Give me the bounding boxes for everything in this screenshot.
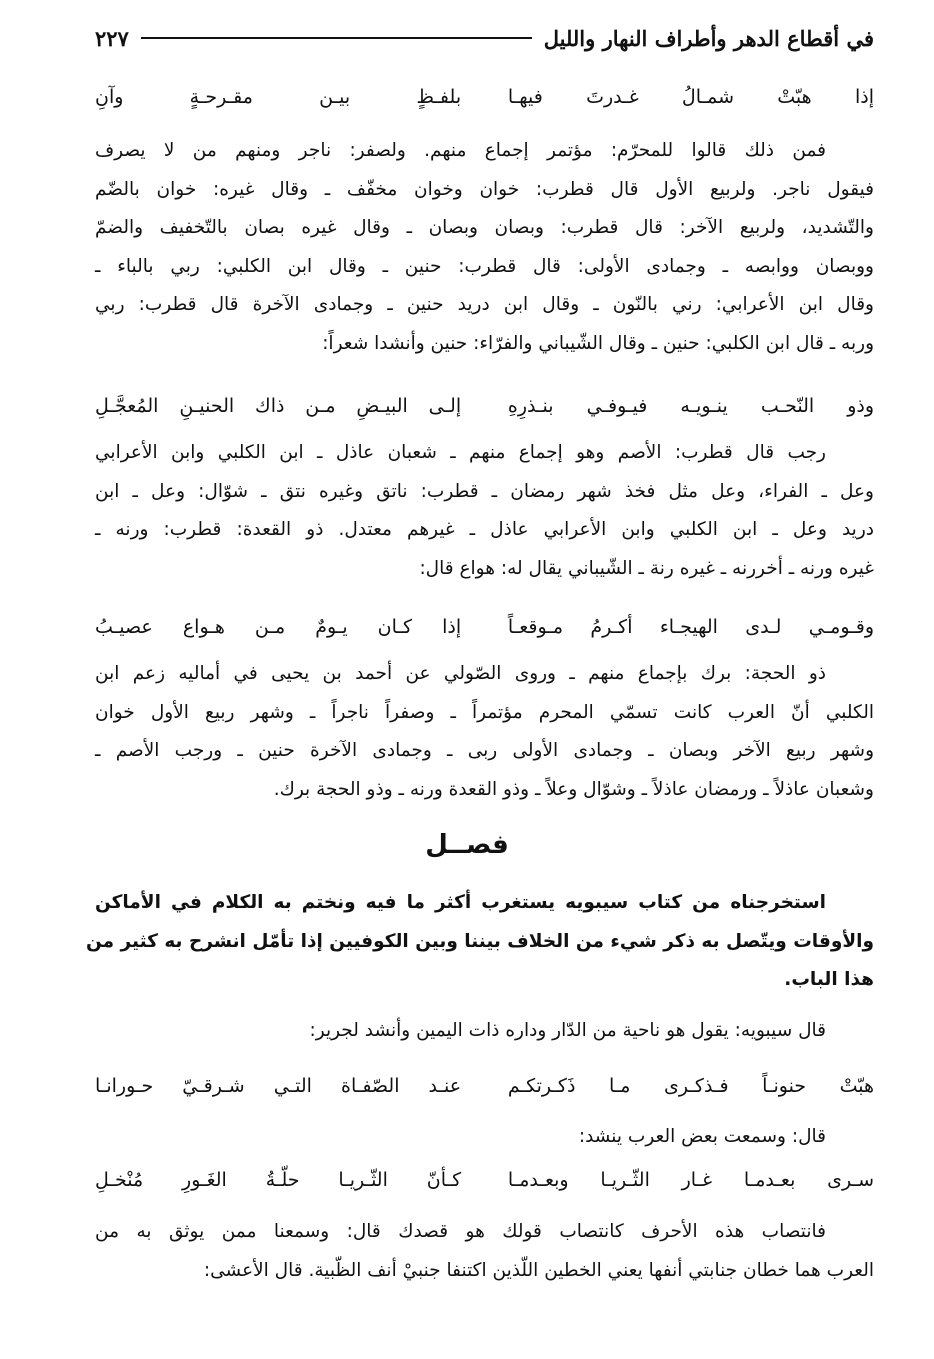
text-line: الكلبي أنّ العرب كانت تسمّي المحرم مؤتمراً ـ وصفراً ناجراً ـ وشهر ربيع الأول خوان — [95, 701, 874, 723]
paragraph-4 — [85, 884, 874, 1000]
text-line: وشعبان عاذلاً ـ ورمضان عاذلاً ـ وشوّال وعلاً ـ وذو القعدة ورنه ـ وذو الحجة برك. — [273, 778, 874, 800]
paragraph-7 — [95, 1213, 874, 1290]
verse-1-second-hemistich: بلفـظٍ بيـن مقـرحـةٍ وآنِ — [95, 86, 462, 108]
text-line: قال سيبويه: يقول هو ناحية من الدّار وداره ذات اليمين وأنشد لجرير: — [309, 1020, 826, 1041]
verse-4-first-hemistich: هبّتْ حنونـاً فـذكـرى مـا ذَكـرتكـم — [507, 1075, 874, 1097]
text-line: فانتصاب هذه الأحرف كانتصاب قولك هو قصدك قال: وسمعنا ممن يوثق به من — [95, 1221, 826, 1242]
verse-2 — [95, 386, 874, 426]
text-line: والتّشديد، ولربيع الآخر: قال قطرب: وبصان وبصان ـ وقال غيره بصان بالتّخفيف والضمّ — [95, 217, 874, 239]
text-line: استخرجناه من كتاب سيبويه يستغرب أكثر ما فيه ونختم به الكلام في الأماكن — [95, 892, 826, 913]
text-line: وشهر ربيع الآخر وبصان ـ وجمادى الأولى ربى ـ وجمادى الآخرة حنين ـ ورجب الأصم ـ — [95, 740, 874, 762]
header-rule — [141, 37, 532, 39]
text-line: دريد وعل ـ ابن الكلبي وابن الأعرابي عاذل ـ غيرهم معتدل. ذو القعدة: قطرب: ورنه ـ — [95, 519, 874, 541]
paragraph-6 — [95, 1118, 874, 1157]
verse-5-second-hemistich: كـأنّ الثّـريـا حلّـةُ الغَـورِ مُنْخـلِ — [95, 1169, 462, 1191]
verse-3-first-hemistich: وقـومـي لـدى الهيجـاء أكـرمُ مـوقعـاً — [507, 616, 874, 638]
text-line: ذو الحجة: برك بإجماع منهم ـ وروى الصّولي عن أحمد بن يحيى في أماليه زعم ابن — [95, 663, 826, 684]
text-line: وقال ابن الأعرابي: رني بالنّون ـ وقال ابن دريد حنين ـ وجمادى الآخرة قال قطرب: ربي — [95, 294, 874, 316]
paragraph-5 — [95, 1012, 874, 1051]
verse-1 — [95, 77, 874, 117]
page-number: ٢٢٧ — [95, 25, 129, 51]
text-line: العرب هما خطان جنابتي أنفها يعني الخطين اللّذين اكتنفا جنبيْ أنف الظّبية. قال الأعشى: — [203, 1259, 874, 1281]
text-line: رجب قال قطرب: الأصم وهو إجماع منهم ـ شعبان عاذل ـ ابن الكلبي وابن الأعرابي — [95, 442, 826, 463]
verse-2-second-hemistich: إلـى البيـضِ مـن ذاك الحنيـنِ المُعجَّـلِ — [95, 395, 462, 417]
verse-1-first-hemistich: إذا هبّتْ شمـالُ غـدرتَ فيهـا — [507, 86, 874, 108]
running-header — [95, 18, 874, 58]
text-line: وربه ـ قال ابن الكلبي: حنين ـ وقال الشّيباني والفرّاء: حنين وأنشدا شعراً: — [322, 332, 874, 354]
text-line: وعل ـ الفراء، وعل مثل فخذ شهر رمضان ـ قطرب: ناتق وغيره نتق ـ شوّال: وعل ـ ابن — [95, 480, 874, 502]
text-line: فمن ذلك قالوا للمحرّم: مؤتمر إجماع منهم. ولصفر: ناجر ومنهم من لا يصرف — [95, 140, 826, 161]
verse-2-first-hemistich: وذو النّحـب ينـويـه فيـوفـي بنـذرِهِ — [507, 395, 874, 417]
verse-4 — [95, 1066, 874, 1106]
text-line: والأوقات ويتّصل به ذكر شيء من الخلاف بيننا وبين الكوفيين إذا تأمّل انشرح به كثير من — [85, 930, 874, 952]
running-title: في أقطاع الدهر وأطراف النهار والليل — [543, 25, 874, 51]
verse-3-second-hemistich: إذا كـان يـومٌ مـن هـواع عصيـبُ — [95, 616, 462, 638]
paragraph-1 — [95, 132, 874, 364]
text-line: ووبصان ووابصه ـ وجمادى الأولى: قال قطرب: حنين ـ وقال ابن الكلبي: ربي بالباء ـ — [95, 255, 874, 277]
verse-4-second-hemistich: عنـد الصّفـاة التـي شـرقـيّ حـورانـا — [95, 1075, 462, 1097]
verse-5-first-hemistich: سـرى بعـدمـا غـار الثّـريـا وبعـدمـا — [507, 1169, 874, 1191]
text-line: هذا الباب. — [784, 969, 874, 991]
text-line: قال: وسمعت بعض العرب ينشد: — [578, 1126, 826, 1147]
text-line: فيقول ناجر. ولربيع الأول قال قطرب: خوان وخوان مخفّف ـ وقال غيره: خوان بالضّم — [95, 178, 874, 200]
paragraph-2 — [95, 434, 874, 588]
verse-5 — [95, 1160, 874, 1200]
paragraph-3 — [95, 655, 874, 809]
text-line: غيره ورنه ـ أخررنه ـ غيره رنة ـ الشّيباني يقال له: هواع قال: — [419, 557, 874, 579]
section-title: فصــل — [425, 830, 509, 860]
verse-3 — [95, 607, 874, 647]
